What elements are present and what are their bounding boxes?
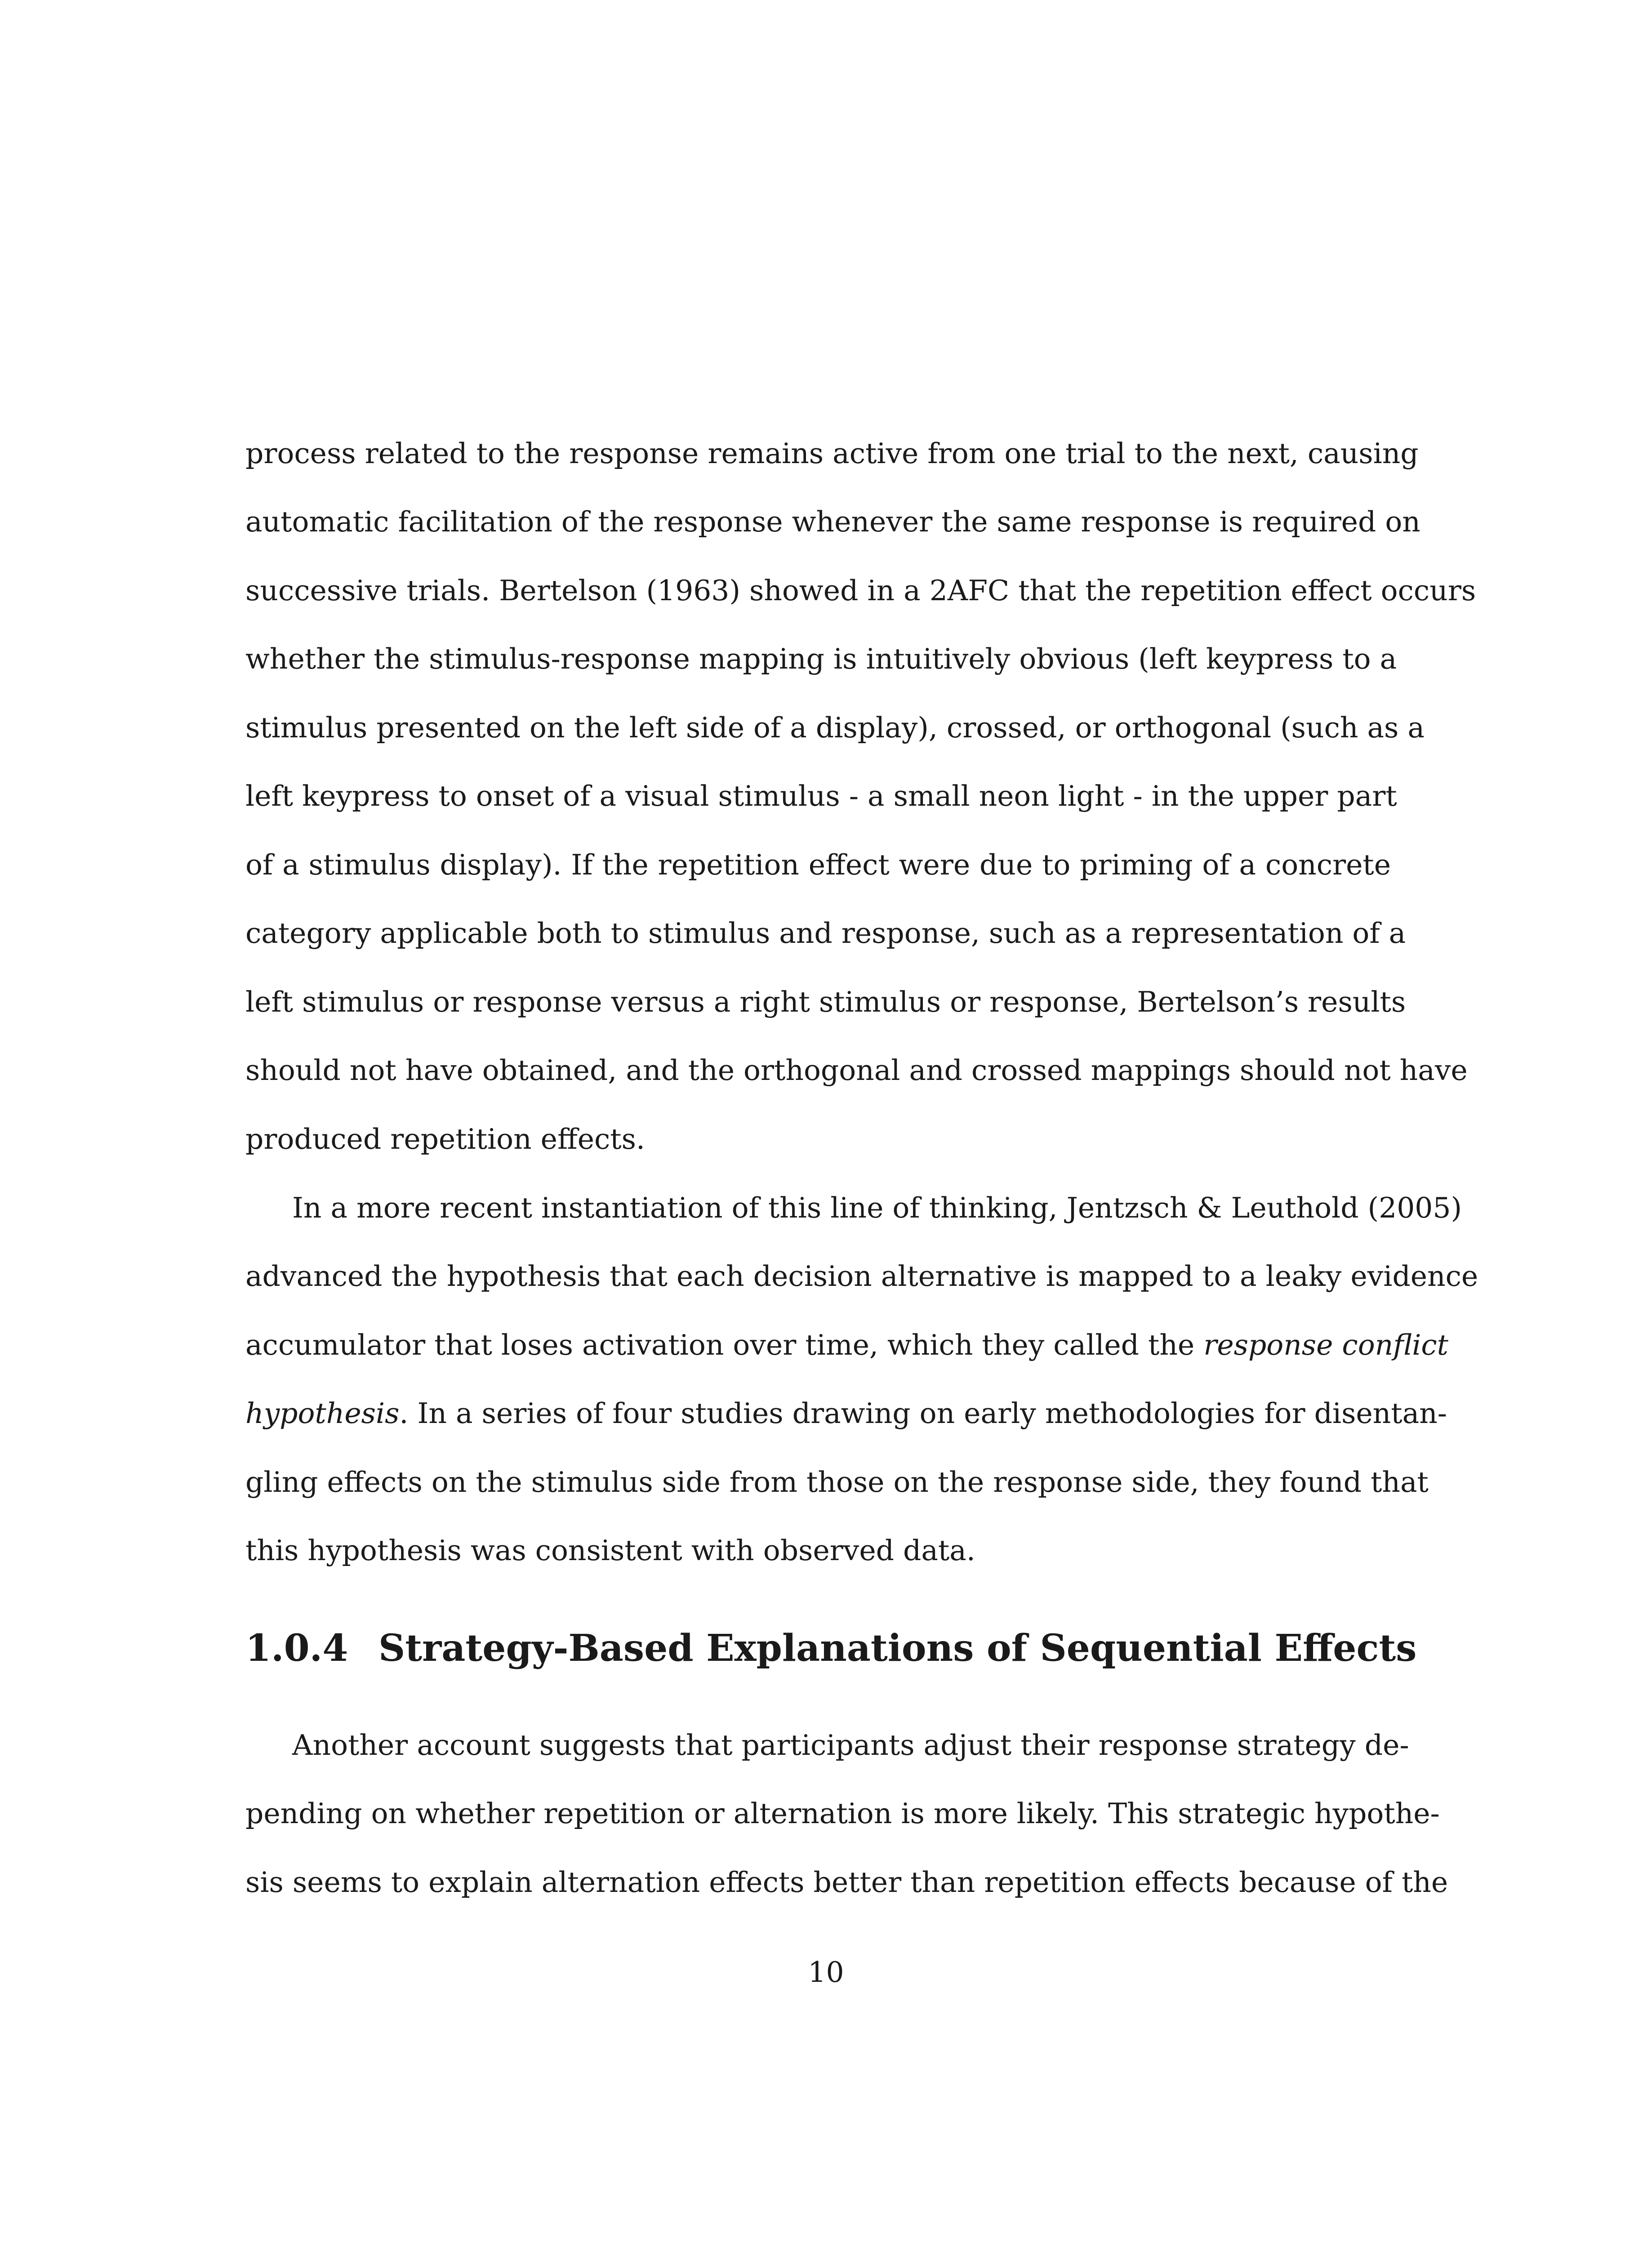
text-line: this hypothesis was consistent with observed data. [245,1534,975,1567]
text-line [245,1396,1447,1431]
text-line: pending on whether repetition or alternation is more likely. This strategic hypothe- [245,1797,1440,1830]
text-line: category applicable both to stimulus and response, such as a representation of a [245,917,1406,950]
text-line: Another account suggests that participants adjust their response strategy de- [292,1729,1409,1762]
text-line: produced repetition effects. [245,1123,645,1155]
text-line: should not have obtained, and the orthogonal and crossed mappings should not have [245,1054,1468,1087]
section-heading [245,1627,1417,1670]
text-line: whether the stimulus-response mapping is intuitively obvious (left keypress to a [245,642,1397,675]
section-number: 1.0.4 [245,1627,348,1670]
emphasized-term: response conflict [1203,1329,1448,1361]
text-line: automatic facilitation of the response whenever the same response is required on [245,505,1420,538]
text-line [245,1328,1448,1363]
emphasized-term: hypothesis [245,1397,400,1430]
text-line: successive trials. Bertelson (1963) showed in a 2AFC that the repetition effect occurs [245,574,1476,607]
text-line: process related to the response remains active from one trial to the next, causing [245,437,1419,470]
text-span: . In a series of four studies drawing on early methodologies for disentan- [399,1397,1447,1430]
text-span: accumulator that loses activation over time, which they called the [245,1329,1204,1361]
text-line: left keypress to onset of a visual stimulus - a small neon light - in the upper part [245,780,1397,812]
text-line: sis seems to explain alternation effects better than repetition effects because of the [245,1866,1448,1899]
text-line: stimulus presented on the left side of a display), crossed, or orthogonal (such as a [245,711,1425,744]
text-line: gling effects on the stimulus side from those on the response side, they found that [245,1466,1429,1499]
text-line: of a stimulus display). If the repetition effect were due to priming of a concrete [245,848,1391,881]
text-line: left stimulus or response versus a right stimulus or response, Bertelson’s results [245,986,1406,1018]
text-line: advanced the hypothesis that each decision alternative is mapped to a leaky evidence [245,1260,1478,1293]
section-title: Strategy-Based Explanations of Sequential Effects [378,1627,1417,1670]
page-number: 10 [808,1956,844,1989]
text-line: In a more recent instantiation of this line of thinking, Jentzsch & Leuthold (2005) [292,1191,1462,1224]
